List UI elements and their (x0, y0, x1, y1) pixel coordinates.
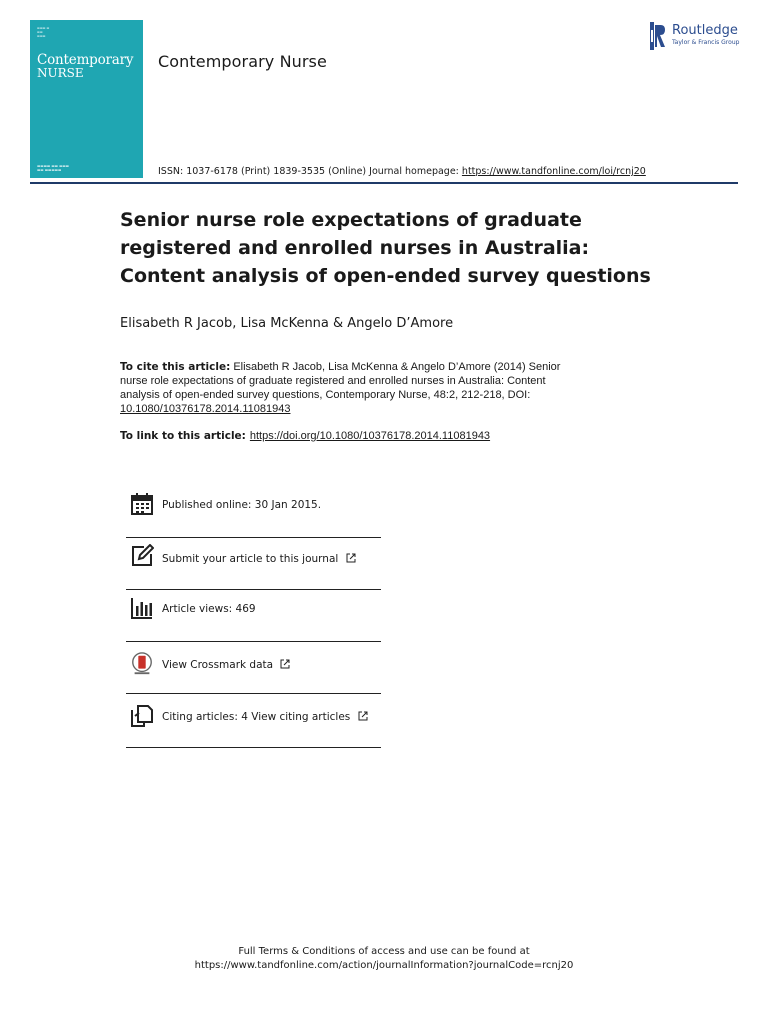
citing-articles-label: Citing articles: 4 View citing articles (162, 711, 351, 723)
article-views-text: Article views: 469 (162, 603, 256, 615)
published-online-row (126, 486, 381, 538)
title-line: Content analysis of open-ended survey questions (120, 265, 651, 287)
article-views-row (126, 590, 381, 642)
cover-decoration: ▬▬▬ ▬ ▬▬ ▬▬▬ (37, 26, 50, 38)
citing-articles-link[interactable] (162, 711, 368, 723)
citing-articles-row[interactable] (126, 694, 381, 748)
calendar-icon (130, 492, 154, 516)
link-label: To link to this article: (120, 430, 246, 442)
external-link-icon (346, 553, 356, 563)
copy-documents-icon (130, 704, 154, 728)
citation-label: To cite this article: (120, 361, 231, 373)
published-online-text: Published online: 30 Jan 2015. (162, 499, 322, 511)
title-line: Senior nurse role expectations of graduate (120, 209, 582, 231)
citation-text: Elisabeth R Jacob, Lisa McKenna & Angelo D’Amore (2014) Senior (230, 361, 561, 373)
crossmark-icon (130, 652, 154, 676)
journal-name: Contemporary Nurse (158, 52, 327, 71)
submit-article-row[interactable] (126, 538, 381, 590)
crossmark-row[interactable] (126, 642, 381, 694)
crossmark-link[interactable] (162, 659, 290, 671)
header-divider (30, 182, 738, 184)
issn-line (158, 166, 646, 177)
external-link-icon (358, 711, 368, 721)
issn-text: ISSN: 1037-6178 (Print) 1839-3535 (Online) Journal homepage: (158, 166, 462, 177)
bar-chart-icon (130, 596, 154, 620)
terms-url-link[interactable]: https://www.tandfonline.com/action/journalInformation?journalCode=rcnj20 (194, 960, 574, 971)
article-title (120, 206, 720, 290)
article-doi-url-link[interactable]: https://doi.org/10.1080/10376178.2014.11081943 (249, 430, 491, 442)
publisher-logo[interactable] (650, 22, 745, 52)
crossmark-label: View Crossmark data (162, 659, 274, 671)
cover-subtitle: NURSE (37, 66, 84, 80)
publisher-group: Taylor & Francis Group (672, 39, 740, 46)
doi-link[interactable]: 10.1080/10376178.2014.11081943 (120, 403, 291, 415)
journal-homepage-link[interactable]: https://www.tandfonline.com/loi/rcnj20 (461, 166, 646, 177)
article-authors: Elisabeth R Jacob, Lisa McKenna & Angelo D’Amore (120, 316, 454, 331)
citation-text: nurse role expectations of graduate registered and enrolled nurses in Australia: Content (120, 375, 546, 387)
external-link-icon (280, 659, 290, 669)
publisher-name: Routledge (672, 23, 738, 38)
submit-article-label: Submit your article to this journal (162, 553, 339, 565)
terms-footer (0, 945, 768, 973)
title-line: registered and enrolled nurses in Australia: (120, 237, 590, 259)
citation-text: analysis of open-ended survey questions, Contemporary Nurse, 48:2, 212-218, DOI: (120, 389, 531, 401)
journal-cover-image[interactable] (30, 20, 143, 178)
cover-title: Contemporary (37, 52, 134, 68)
routledge-logo-icon (650, 22, 666, 50)
submit-article-link[interactable] (162, 553, 356, 565)
article-link-line (120, 430, 490, 442)
edit-icon (130, 544, 154, 568)
cover-footer-decoration: ▬▬▬▬ ▬▬ ▬▬▬ ▬▬ ▬▬▬▬▬ (37, 164, 69, 172)
citation-block (120, 360, 720, 416)
terms-text: Full Terms & Conditions of access and use can be found at (238, 946, 530, 957)
